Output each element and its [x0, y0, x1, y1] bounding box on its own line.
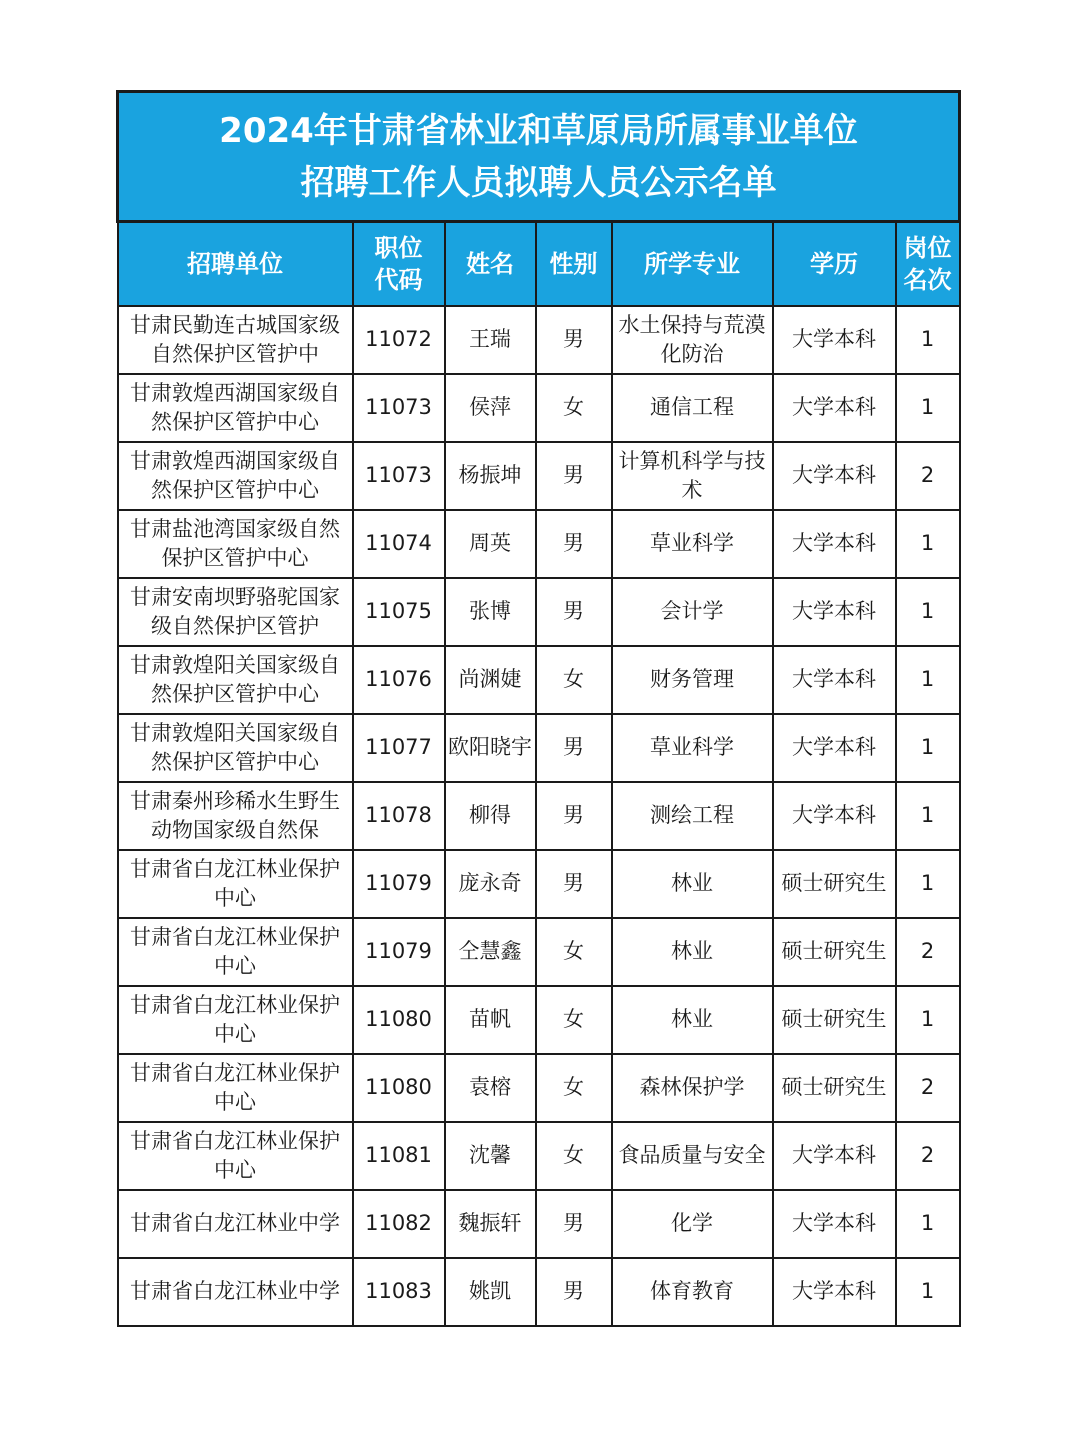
cell-unit: 甘肃敦煌西湖国家级自然保护区管护中心: [118, 442, 353, 510]
cell-rank: 1: [896, 306, 960, 374]
table-row: [118, 1258, 960, 1326]
cell-unit: 甘肃省白龙江林业保护中心: [118, 1054, 353, 1122]
cell-major: 通信工程: [612, 374, 773, 442]
table-row: [118, 1054, 960, 1122]
cell-major: 林业: [612, 850, 773, 918]
cell-unit: 甘肃敦煌阳关国家级自然保护区管护中心: [118, 646, 353, 714]
table-row: [118, 646, 960, 714]
cell-name: 魏振轩: [445, 1190, 536, 1258]
cell-name: 沈馨: [445, 1122, 536, 1190]
cell-major: 森林保护学: [612, 1054, 773, 1122]
cell-name: 欧阳晓宇: [445, 714, 536, 782]
cell-rank: 1: [896, 646, 960, 714]
cell-position-code: 11081: [353, 1122, 445, 1190]
cell-gender: 男: [536, 306, 612, 374]
cell-unit: 甘肃秦州珍稀水生野生动物国家级自然保: [118, 782, 353, 850]
cell-name: 仝慧鑫: [445, 918, 536, 986]
cell-position-code: 11082: [353, 1190, 445, 1258]
cell-major: 计算机科学与技术: [612, 442, 773, 510]
cell-unit: 甘肃省白龙江林业保护中心: [118, 918, 353, 986]
cell-position-code: 11079: [353, 918, 445, 986]
cell-rank: 1: [896, 510, 960, 578]
header-position-code: 职位 代码: [353, 222, 445, 306]
cell-name: 姚凯: [445, 1258, 536, 1326]
cell-position-code: 11083: [353, 1258, 445, 1326]
cell-education: 大学本科: [773, 714, 896, 782]
table-row: [118, 510, 960, 578]
cell-unit: 甘肃省白龙江林业中学: [118, 1190, 353, 1258]
cell-education: 硕士研究生: [773, 1054, 896, 1122]
cell-gender: 男: [536, 510, 612, 578]
cell-name: 袁榕: [445, 1054, 536, 1122]
cell-rank: 1: [896, 1190, 960, 1258]
cell-name: 王瑞: [445, 306, 536, 374]
table-row: [118, 442, 960, 510]
cell-name: 张博: [445, 578, 536, 646]
cell-gender: 男: [536, 442, 612, 510]
cell-position-code: 11080: [353, 1054, 445, 1122]
table-row: [118, 1122, 960, 1190]
table-row: [118, 306, 960, 374]
cell-major: 水土保持与荒漠化防治: [612, 306, 773, 374]
cell-major: 草业科学: [612, 510, 773, 578]
header-gender: 性别: [536, 222, 612, 306]
cell-gender: 女: [536, 1054, 612, 1122]
cell-name: 庞永奇: [445, 850, 536, 918]
cell-rank: 2: [896, 1054, 960, 1122]
title-line-2: 招聘工作人员拟聘人员公示名单: [300, 162, 777, 203]
cell-major: 测绘工程: [612, 782, 773, 850]
cell-name: 周英: [445, 510, 536, 578]
table-row: [118, 374, 960, 442]
cell-unit: 甘肃盐池湾国家级自然保护区管护中心: [118, 510, 353, 578]
cell-gender: 女: [536, 646, 612, 714]
cell-rank: 1: [896, 850, 960, 918]
table-body: [118, 306, 960, 1326]
cell-major: 化学: [612, 1190, 773, 1258]
cell-rank: 2: [896, 442, 960, 510]
cell-education: 大学本科: [773, 1258, 896, 1326]
cell-rank: 1: [896, 714, 960, 782]
cell-gender: 女: [536, 918, 612, 986]
cell-gender: 女: [536, 1122, 612, 1190]
cell-major: 体育教育: [612, 1258, 773, 1326]
cell-education: 大学本科: [773, 374, 896, 442]
cell-gender: 男: [536, 1258, 612, 1326]
cell-education: 大学本科: [773, 782, 896, 850]
cell-gender: 女: [536, 986, 612, 1054]
cell-position-code: 11076: [353, 646, 445, 714]
table-row: [118, 1190, 960, 1258]
table-row: [118, 850, 960, 918]
cell-major: 食品质量与安全: [612, 1122, 773, 1190]
recruitment-table: [116, 90, 961, 1327]
cell-education: 大学本科: [773, 1190, 896, 1258]
cell-education: 大学本科: [773, 578, 896, 646]
cell-position-code: 11077: [353, 714, 445, 782]
cell-position-code: 11073: [353, 442, 445, 510]
cell-position-code: 11075: [353, 578, 445, 646]
cell-gender: 男: [536, 782, 612, 850]
cell-major: 林业: [612, 986, 773, 1054]
cell-name: 侯萍: [445, 374, 536, 442]
header-name: 姓名: [445, 222, 536, 306]
header-major: 所学专业: [612, 222, 773, 306]
cell-position-code: 11074: [353, 510, 445, 578]
cell-name: 苗帆: [445, 986, 536, 1054]
cell-rank: 1: [896, 374, 960, 442]
cell-position-code: 11072: [353, 306, 445, 374]
cell-name: 杨振坤: [445, 442, 536, 510]
header-education: 学历: [773, 222, 896, 306]
cell-unit: 甘肃敦煌西湖国家级自然保护区管护中心: [118, 374, 353, 442]
cell-major: 财务管理: [612, 646, 773, 714]
cell-unit: 甘肃省白龙江林业保护中心: [118, 986, 353, 1054]
cell-name: 柳得: [445, 782, 536, 850]
cell-unit: 甘肃省白龙江林业保护中心: [118, 1122, 353, 1190]
table-row: [118, 782, 960, 850]
header-rank: 岗位 名次: [896, 222, 960, 306]
cell-major: 会计学: [612, 578, 773, 646]
cell-gender: 男: [536, 714, 612, 782]
cell-unit: 甘肃民勤连古城国家级自然保护区管护中: [118, 306, 353, 374]
cell-rank: 1: [896, 782, 960, 850]
cell-position-code: 11078: [353, 782, 445, 850]
table-row: [118, 714, 960, 782]
cell-unit: 甘肃安南坝野骆驼国家级自然保护区管护: [118, 578, 353, 646]
cell-rank: 2: [896, 918, 960, 986]
cell-major: 草业科学: [612, 714, 773, 782]
cell-position-code: 11080: [353, 986, 445, 1054]
cell-name: 尚渊婕: [445, 646, 536, 714]
cell-education: 大学本科: [773, 1122, 896, 1190]
cell-gender: 男: [536, 578, 612, 646]
cell-education: 大学本科: [773, 306, 896, 374]
cell-rank: 1: [896, 578, 960, 646]
header-unit: 招聘单位: [118, 222, 353, 306]
cell-rank: 2: [896, 1122, 960, 1190]
table-row: [118, 578, 960, 646]
table-title: [118, 92, 960, 222]
cell-unit: 甘肃敦煌阳关国家级自然保护区管护中心: [118, 714, 353, 782]
cell-position-code: 11079: [353, 850, 445, 918]
cell-education: 硕士研究生: [773, 918, 896, 986]
cell-major: 林业: [612, 918, 773, 986]
cell-rank: 1: [896, 1258, 960, 1326]
cell-education: 硕士研究生: [773, 850, 896, 918]
cell-unit: 甘肃省白龙江林业保护中心: [118, 850, 353, 918]
cell-gender: 女: [536, 374, 612, 442]
cell-unit: 甘肃省白龙江林业中学: [118, 1258, 353, 1326]
cell-education: 硕士研究生: [773, 986, 896, 1054]
table-row: [118, 918, 960, 986]
cell-position-code: 11073: [353, 374, 445, 442]
cell-education: 大学本科: [773, 442, 896, 510]
cell-gender: 男: [536, 1190, 612, 1258]
column-header-row: [118, 222, 960, 306]
cell-education: 大学本科: [773, 510, 896, 578]
cell-education: 大学本科: [773, 646, 896, 714]
title-line-1: 2024年甘肃省林业和草原局所属事业单位: [219, 110, 858, 151]
cell-rank: 1: [896, 986, 960, 1054]
table-row: [118, 986, 960, 1054]
cell-gender: 男: [536, 850, 612, 918]
